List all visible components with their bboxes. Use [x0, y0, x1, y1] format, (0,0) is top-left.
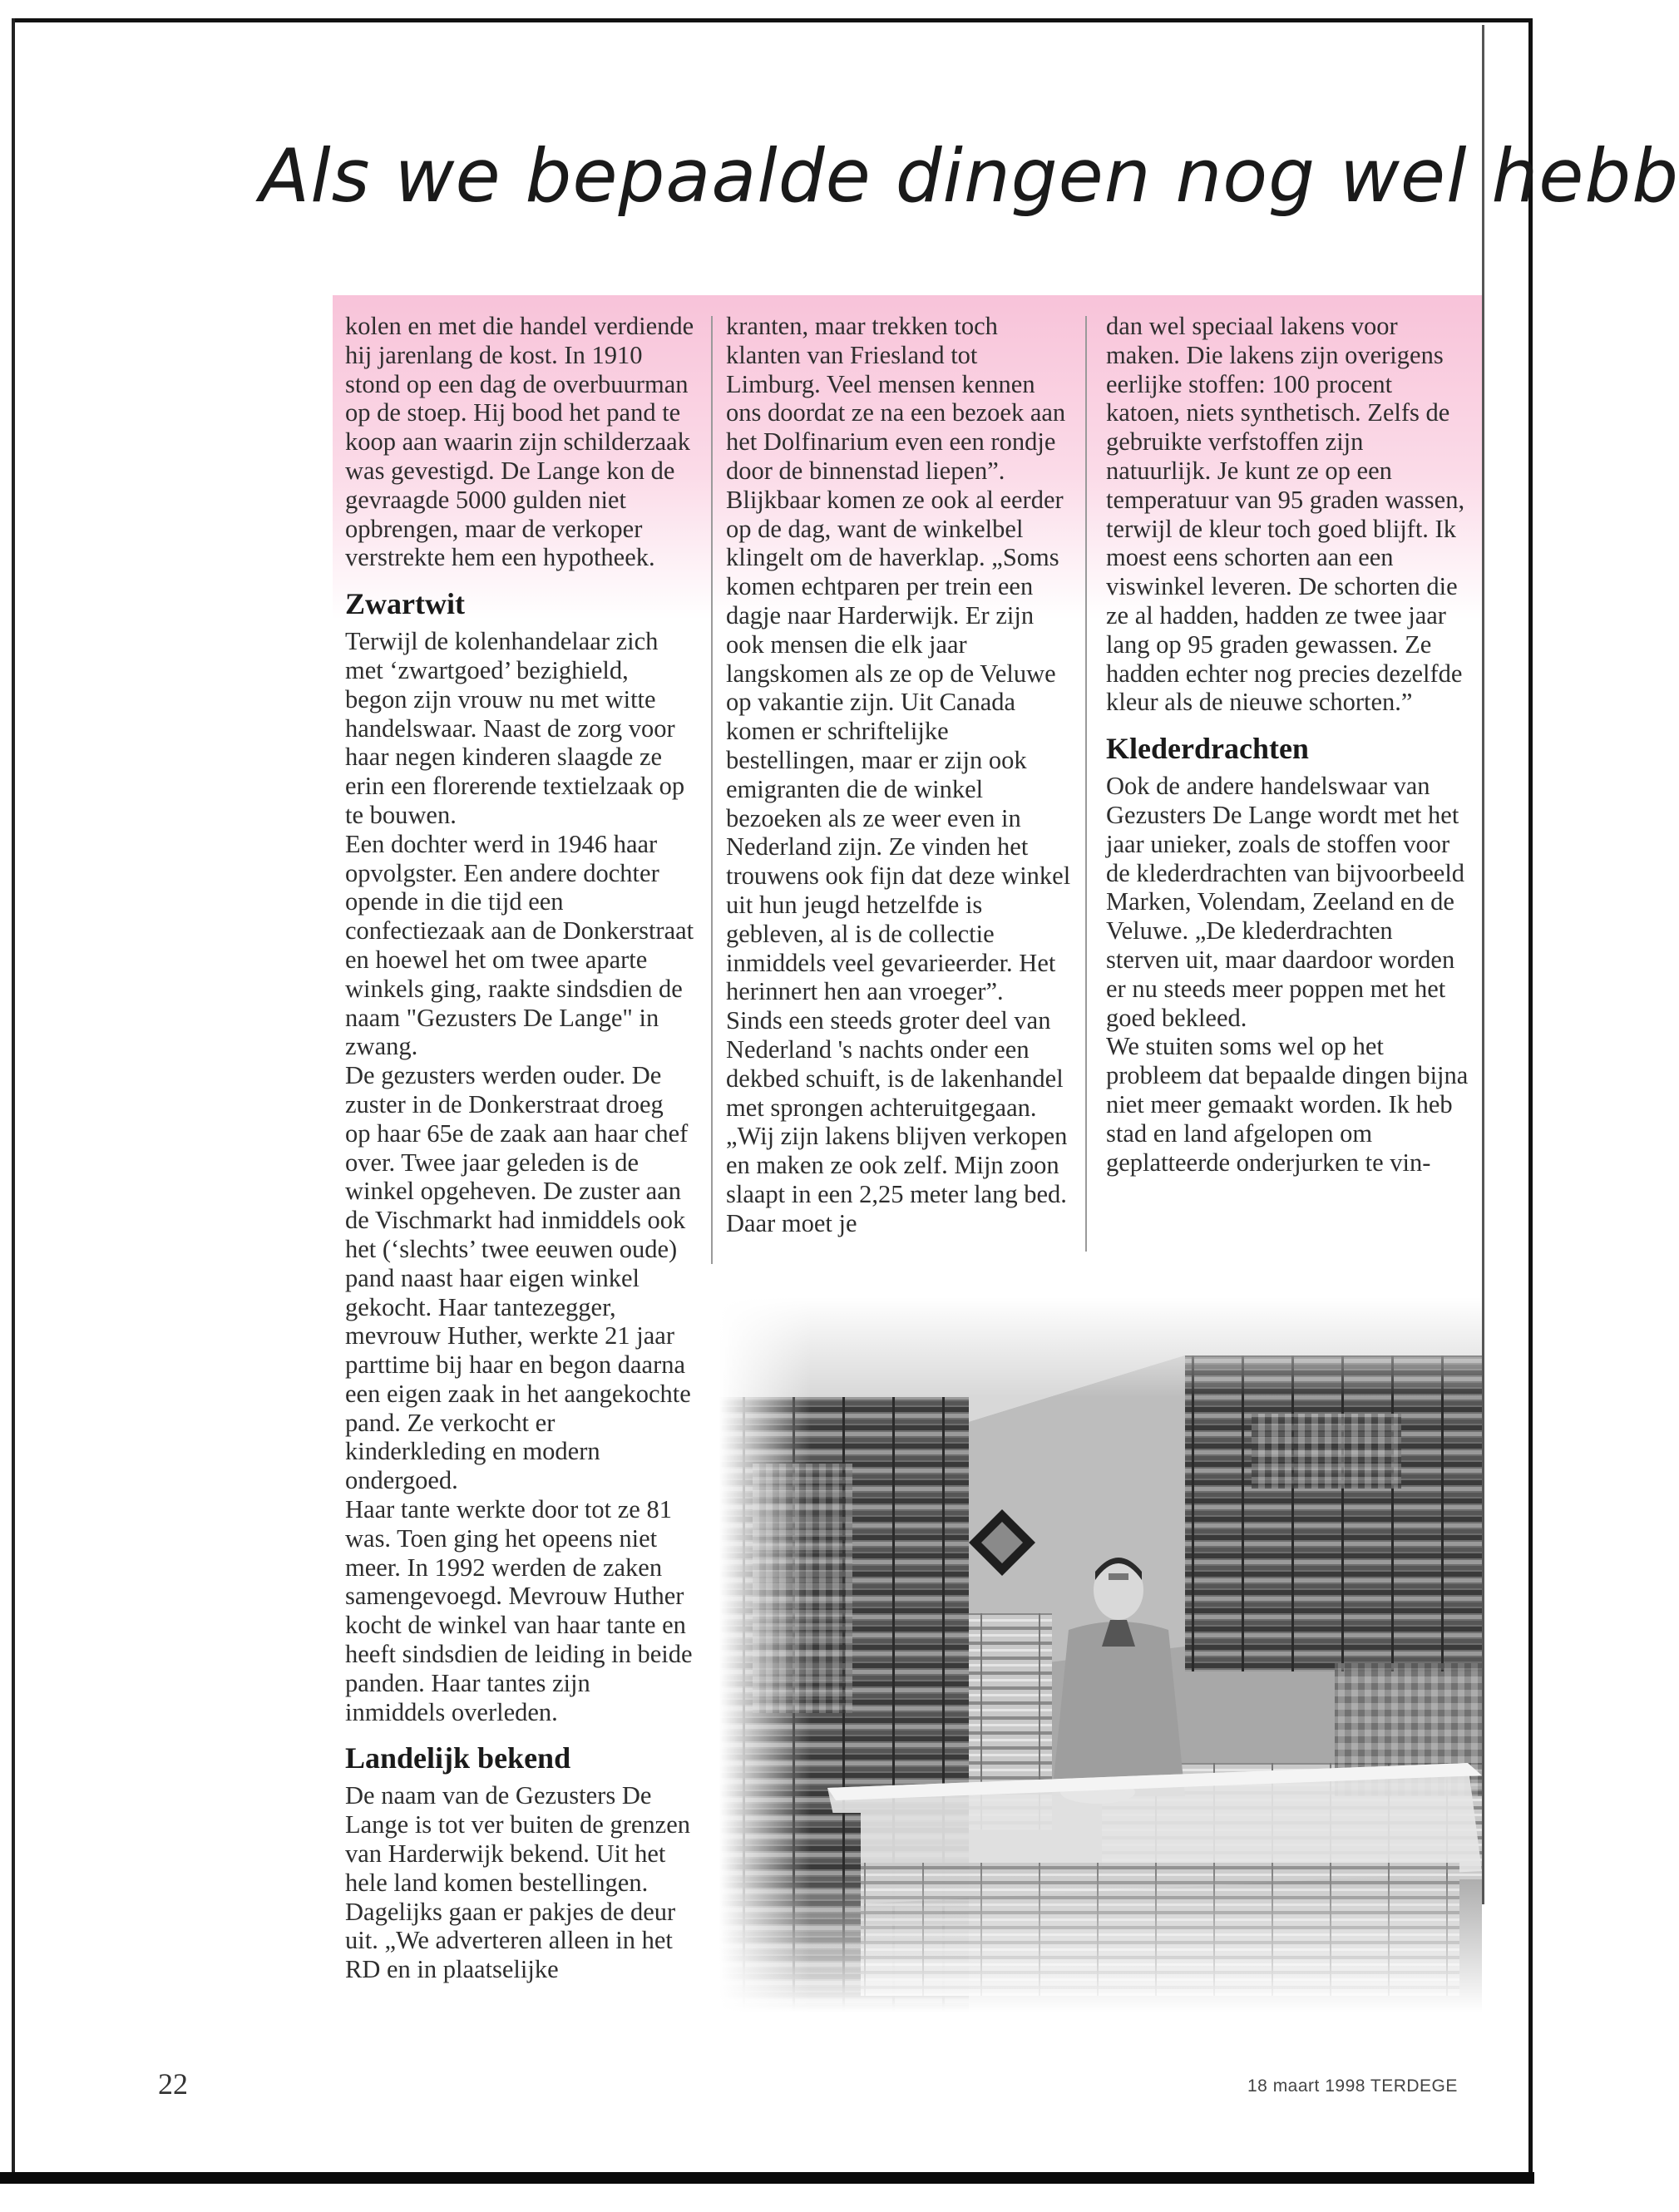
scan-border-bottom — [0, 2172, 1534, 2184]
page-edge-rule — [1482, 25, 1484, 1904]
article-column-3 — [1106, 312, 1472, 1177]
article-column-2 — [726, 312, 1074, 1238]
scan-border-right — [1528, 18, 1533, 2179]
scan-border-top — [12, 18, 1529, 22]
paragraph: Sinds een steeds groter deel van Nederland 's nachts onder een dekbed schuift, is de lakenhandel met sprongen achteruitgegaan. „Wij zijn lakens blijven verkopen en maken ze ook zelf. Mijn zoon slaapt in een 2,25 meter lang bed. Daar moet je — [726, 1006, 1068, 1237]
subheading-klederdrachten: Klederdrachten — [1106, 732, 1309, 766]
page-number: 22 — [158, 2067, 188, 2101]
paragraph: dan wel speciaal lakens voor maken. Die lakens zijn overigens eerlijke stoffen: 100 procent katoen, niets synthetisch. Zelfs de gebruikte verfstoffen zijn natuurlijk. Je kunt ze op een temperatuur van 95 graden wassen, terwijl de kleur toch goed blijft. Ik moest eens schorten aan een viswinkel leveren. De schorten die ze al hadden, hadden ze twee jaar lang op 95 graden gewassen. Ze hadden echter nog precies dezelfde kleur als de nieuwe schorten.” — [1106, 312, 1465, 717]
subheading-zwartwit: Zwartwit — [345, 587, 465, 621]
article-column-1 — [345, 312, 694, 1984]
subheading-landelijk-bekend: Landelijk bekend — [345, 1741, 571, 1775]
issue-date-line: 18 maart 1998 TERDEGE — [1247, 2076, 1458, 2096]
paragraph: We stuiten soms wel op het probleem dat bepaalde dingen bijna niet meer gemaakt worden. Ik heb stad en land afgelopen om geplatteerde onderjurken te vin- — [1106, 1032, 1469, 1177]
paragraph: Ook de andere handelswaar van Gezusters De Lange wordt met het jaar unieker, zoals de stoffen voor de klederdrachten van bijvoorbeeld Marken, Volendam, Zeeland en de Veluwe. „De klederdrachten sterven uit, maar daardoor worden er nu steeds meer poppen met het goed bekleed. — [1106, 772, 1465, 1032]
paragraph: Haar tante werkte door tot ze 81 was. Toen ging het opeens niet meer. In 1992 werden de zaken samengevoegd. Mevrouw Huther kocht de winkel van haar tante en heeft sindsdien de leiding in beide panden. Haar tantes zijn inmiddels overleden. — [345, 1495, 693, 1726]
scan-border-left — [12, 18, 15, 2179]
paragraph: Terwijl de kolenhandelaar zich met ‘zwartgoed’ bezighield, begon zijn vrouw nu met witte handelswaar. Naast de zorg voor haar negen kinderen slaagde ze erin een florerende textielzaak op te bouwen. — [345, 627, 685, 829]
shop-photo — [719, 1297, 1482, 2012]
paragraph: De naam van de Gezusters De Lange is tot ver buiten de grenzen van Harderwijk bekend. Uit het hele land komen bestellingen. Dagelijks gaan er pakjes de deur uit. „We adverteren alleen in het RD en in plaatselijke — [345, 1781, 690, 1984]
headline-text: Als we bepaalde dingen nog wel hebb — [259, 133, 1679, 219]
column-divider — [1085, 316, 1087, 1252]
paragraph: Een dochter werd in 1946 haar opvolgster. Een andere dochter opende in die tijd een confectiezaak aan de Donkerstraat en hoewel het om twee aparte winkels ging, raakte sindsdien de naam "Gezusters De Lange" in zwang. — [345, 829, 694, 1061]
paragraph: De gezusters werden ouder. De zuster in de Donkerstraat droeg op haar 65e de zaak aan haar chef over. Twee jaar geleden is de winkel opgeheven. De zuster aan de Vischmarkt had inmiddels ook het (‘slechts’ twee eeuwen oude) pand naast haar eigen winkel gekocht. Haar tantezegger, mevrouw Huther, werkte 21 jaar parttime bij haar en begon daarna een eigen zaak in het aangekochte pand. Ze verkocht er kinderkleding en modern ondergoed. — [345, 1061, 691, 1495]
column-divider — [711, 316, 713, 1264]
paragraph: kranten, maar trekken toch klanten van Friesland tot Limburg. Veel mensen kennen ons doordat ze na een bezoek aan het Dolfinarium even een rondje door de binnenstad liepen”. Blijkbaar komen ze ook al eerder op de dag, want de winkelbel klingelt om de haverklap. „Soms komen echtparen per trein een dagje naar Harderwijk. Er zijn ook mensen die elk jaar langskomen als ze op de Veluwe op vakantie zijn. Uit Canada komen er schriftelijke bestellingen, maar er zijn ook emigranten die de winkel bezoeken als ze weer even in Nederland zijn. Ze vinden het trouwens ook fijn dat deze winkel uit hun jeugd hetzelfde is gebleven, al is de collectie inmiddels veel gevarieerder. Het herinnert hen aan vroeger”. — [726, 312, 1071, 1006]
paragraph: kolen en met die handel verdiende hij jarenlang de kost. In 1910 stond op een dag de overbuurman op de stoep. Hij bood het pand te koop aan waarin zijn schilderzaak was gevestigd. De Lange kon de gevraagde 5000 gulden niet opbrengen, maar de verkoper verstrekte hem een hypotheek. — [345, 312, 694, 572]
headline — [0, 133, 1679, 233]
